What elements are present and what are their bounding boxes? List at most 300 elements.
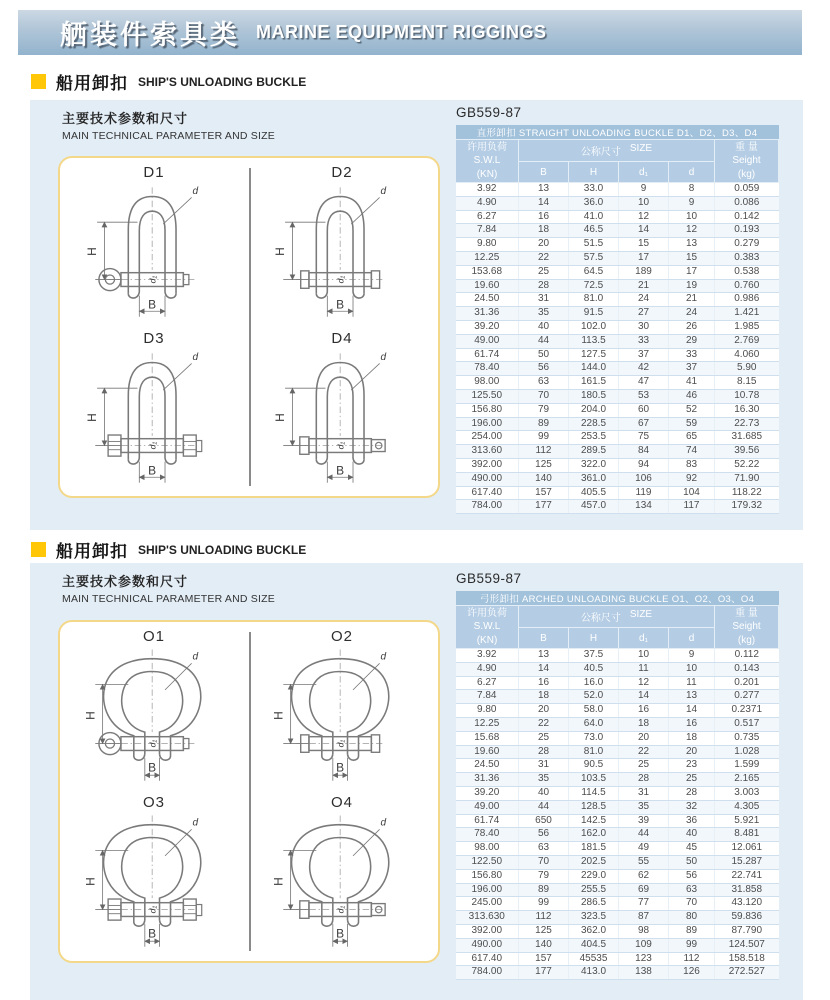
table-cell: 126 — [669, 966, 715, 980]
svg-text:d: d — [380, 817, 387, 829]
diagram-d1 — [64, 164, 244, 327]
table-title: 直形卸扣 STRAIGHT UNLOADING BUCKLE D1、D2、D3、D4 — [456, 125, 779, 140]
col-header-d1: d₁ — [619, 628, 669, 649]
svg-text:d₁: d₁ — [147, 905, 158, 914]
table-row — [456, 883, 779, 897]
table-cell: 89 — [519, 883, 569, 897]
table-cell: 650 — [519, 814, 569, 828]
table-cell: 91.5 — [569, 307, 619, 321]
table-cell: 177 — [519, 500, 569, 514]
table-cell: 1.985 — [715, 320, 779, 334]
table-cell: 392.00 — [456, 924, 519, 938]
table-cell: 52.0 — [569, 690, 619, 704]
table-cell: 61.74 — [456, 348, 519, 362]
table-cell: 7.84 — [456, 224, 519, 238]
diagram-o4 — [252, 794, 432, 957]
svg-text:d₁: d₁ — [335, 441, 346, 450]
table-row — [456, 376, 779, 390]
table-cell: 161.5 — [569, 376, 619, 390]
table-cell: 22 — [619, 745, 669, 759]
table-cell: 51.5 — [569, 238, 619, 252]
table-cell: 40 — [519, 320, 569, 334]
table-cell: 113.5 — [569, 334, 619, 348]
table-cell: 6.27 — [456, 676, 519, 690]
table-cell: 39.20 — [456, 786, 519, 800]
table-cell: 22 — [519, 251, 569, 265]
table-row — [456, 210, 779, 224]
table-cell: 12 — [669, 224, 715, 238]
table-cell: 25 — [519, 265, 569, 279]
diagram-divider — [249, 168, 251, 486]
table-cell: 35 — [619, 800, 669, 814]
table-cell: 19.60 — [456, 279, 519, 293]
param-title-zh: 主要技术参数和尺寸 — [62, 574, 189, 589]
table-row — [456, 966, 779, 980]
table-cell: 25 — [619, 759, 669, 773]
table-cell: 36.0 — [569, 196, 619, 210]
table-row — [456, 417, 779, 431]
table-cell: 78.40 — [456, 828, 519, 842]
table-cell: 229.0 — [569, 869, 619, 883]
table-cell: 70 — [669, 897, 715, 911]
svg-text:d₁: d₁ — [335, 275, 346, 284]
table-cell: 3.92 — [456, 649, 519, 663]
table-body — [456, 649, 779, 980]
section2-diagram-box — [58, 620, 440, 963]
table-cell: 78.40 — [456, 362, 519, 376]
table-cell: 157 — [519, 952, 569, 966]
diagram-d2 — [252, 164, 432, 327]
diagram-o3 — [64, 794, 244, 957]
table-cell: 413.0 — [569, 966, 619, 980]
svg-text:B: B — [336, 297, 345, 312]
table-cell: 1.028 — [715, 745, 779, 759]
diagram-label: D2 — [331, 164, 353, 181]
table-row — [456, 251, 779, 265]
table-cell: 56 — [519, 362, 569, 376]
table-cell: 94 — [619, 458, 669, 472]
table-cell: 19 — [669, 279, 715, 293]
table-cell: 16 — [519, 676, 569, 690]
table-cell: 41.0 — [569, 210, 619, 224]
table-row — [456, 814, 779, 828]
table-cell: 92 — [669, 472, 715, 486]
diagram-o2 — [252, 628, 432, 791]
table-row — [456, 293, 779, 307]
table-cell: 31 — [519, 759, 569, 773]
table-cell: 63 — [669, 883, 715, 897]
table-cell: 20 — [519, 704, 569, 718]
table-cell: 43.120 — [715, 897, 779, 911]
table-cell: 98 — [619, 924, 669, 938]
diagram-d4 — [252, 330, 432, 493]
table-cell: 11 — [669, 676, 715, 690]
table-cell: 62 — [619, 869, 669, 883]
table-cell: 59 — [669, 417, 715, 431]
section1-table-area — [455, 105, 778, 514]
table-cell: 13 — [519, 183, 569, 197]
bow-shackle-diagram — [254, 810, 430, 955]
table-cell: 98.00 — [456, 842, 519, 856]
table-cell: 112 — [519, 911, 569, 925]
table-row — [456, 869, 779, 883]
table-cell: 253.5 — [569, 431, 619, 445]
table-cell: 87.790 — [715, 924, 779, 938]
col-header-H: H — [569, 628, 619, 649]
table-cell: 0.986 — [715, 293, 779, 307]
table-cell: 784.00 — [456, 966, 519, 980]
table-cell: 17 — [619, 251, 669, 265]
table-cell: 9 — [669, 196, 715, 210]
table-cell: 490.00 — [456, 938, 519, 952]
diagram-label: O1 — [142, 628, 165, 645]
table-cell: 24.50 — [456, 293, 519, 307]
table-cell: 49 — [619, 842, 669, 856]
table-cell: 14 — [519, 662, 569, 676]
table-cell: 72.5 — [569, 279, 619, 293]
table-cell: 362.0 — [569, 924, 619, 938]
dee-shackle-diagram — [66, 346, 242, 491]
table-cell: 71.90 — [715, 472, 779, 486]
section2-heading-zh: 船用卸扣 — [56, 541, 128, 561]
table-cell: 21 — [669, 293, 715, 307]
table-row — [456, 445, 779, 459]
standard-number: GB559-87 — [456, 105, 522, 120]
svg-text:H: H — [271, 711, 286, 720]
table-row — [456, 431, 779, 445]
table-cell: 140 — [519, 938, 569, 952]
table-cell: 44 — [619, 828, 669, 842]
table-cell: 15.68 — [456, 731, 519, 745]
table-cell: 361.0 — [569, 472, 619, 486]
table-cell: 99 — [519, 897, 569, 911]
col-header-d1: d₁ — [619, 162, 669, 183]
banner-title-zh: 舾装件索具类 — [60, 20, 240, 50]
table-cell: 49.00 — [456, 334, 519, 348]
table-cell: 15 — [619, 238, 669, 252]
section2-heading-en: SHIP'S UNLOADING BUCKLE — [138, 543, 307, 557]
table-cell: 392.00 — [456, 458, 519, 472]
table-cell: 5.90 — [715, 362, 779, 376]
table-cell: 49.00 — [456, 800, 519, 814]
table-cell: 31.685 — [715, 431, 779, 445]
table-cell: 87 — [619, 911, 669, 925]
table-row — [456, 458, 779, 472]
table-cell: 81.0 — [569, 293, 619, 307]
svg-text:H: H — [271, 877, 286, 886]
table-cell: 127.5 — [569, 348, 619, 362]
page-banner — [18, 10, 802, 55]
table-cell: 24 — [619, 293, 669, 307]
table-cell: 202.5 — [569, 855, 619, 869]
table-cell: 20 — [619, 731, 669, 745]
table-cell: 9 — [619, 183, 669, 197]
table-cell: 156.80 — [456, 869, 519, 883]
table-cell: 16.0 — [569, 676, 619, 690]
table-cell: 45535 — [569, 952, 619, 966]
standard-number: GB559-87 — [456, 571, 522, 586]
col-header-weight: 重 量 Seight (kg) — [715, 606, 779, 649]
svg-text:d: d — [380, 351, 387, 363]
table-cell: 60 — [619, 403, 669, 417]
table-cell: 0.086 — [715, 196, 779, 210]
bow-shackle-diagram — [254, 644, 430, 789]
table-cell: 31 — [519, 293, 569, 307]
table-cell: 31 — [619, 786, 669, 800]
table-cell: 0.201 — [715, 676, 779, 690]
table-cell: 106 — [619, 472, 669, 486]
table-cell: 79 — [519, 403, 569, 417]
table-cell: 1.599 — [715, 759, 779, 773]
table-row — [456, 389, 779, 403]
table-row — [456, 924, 779, 938]
table-row — [456, 759, 779, 773]
table-cell: 29 — [669, 334, 715, 348]
table-cell: 255.5 — [569, 883, 619, 897]
table-cell: 457.0 — [569, 500, 619, 514]
table-row — [456, 952, 779, 966]
table-cell: 12 — [619, 676, 669, 690]
table-cell: 14 — [669, 704, 715, 718]
table-row — [456, 224, 779, 238]
table-cell: 52.22 — [715, 458, 779, 472]
svg-text:d₁: d₁ — [335, 905, 346, 914]
table-cell: 81.0 — [569, 745, 619, 759]
table-cell: 28 — [519, 279, 569, 293]
table-cell: 322.0 — [569, 458, 619, 472]
table-cell: 22.73 — [715, 417, 779, 431]
table-cell: 8 — [669, 183, 715, 197]
table-cell: 35 — [519, 307, 569, 321]
table-cell: 37 — [619, 348, 669, 362]
table-cell: 11 — [619, 662, 669, 676]
bow-shackle-diagram — [66, 644, 242, 789]
table-cell: 156.80 — [456, 403, 519, 417]
table-cell: 42 — [619, 362, 669, 376]
col-header-H: H — [569, 162, 619, 183]
table-cell: 3.003 — [715, 786, 779, 800]
table-cell: 10 — [669, 210, 715, 224]
section1-heading-zh: 船用卸扣 — [56, 73, 128, 93]
table-cell: 10 — [619, 196, 669, 210]
table-cell: 0.2371 — [715, 704, 779, 718]
svg-text:H: H — [83, 877, 98, 886]
table-cell: 18 — [619, 717, 669, 731]
table-cell: 31.36 — [456, 773, 519, 787]
dee-shackle-diagram — [254, 180, 430, 325]
table-cell: 617.40 — [456, 952, 519, 966]
table-cell: 2.165 — [715, 773, 779, 787]
table-cell: 140 — [519, 472, 569, 486]
table-row — [456, 911, 779, 925]
yellow-square-bullet — [31, 542, 46, 557]
table-row — [456, 279, 779, 293]
table-cell: 33 — [669, 348, 715, 362]
arched-buckle-table — [455, 591, 779, 980]
table-cell: 123 — [619, 952, 669, 966]
table-cell: 125.50 — [456, 389, 519, 403]
col-header-weight: 重 量 Seight (kg) — [715, 140, 779, 183]
svg-text:B: B — [148, 760, 157, 775]
table-cell: 112 — [669, 952, 715, 966]
table-cell: 16 — [519, 210, 569, 224]
svg-text:H: H — [85, 247, 100, 256]
table-cell: 75 — [619, 431, 669, 445]
table-row — [456, 307, 779, 321]
table-cell: 63 — [519, 376, 569, 390]
table-cell: 0.735 — [715, 731, 779, 745]
table-cell: 122.50 — [456, 855, 519, 869]
table-cell: 196.00 — [456, 417, 519, 431]
table-cell: 109 — [619, 938, 669, 952]
table-cell: 39.56 — [715, 445, 779, 459]
table-cell: 50 — [669, 855, 715, 869]
svg-text:B: B — [148, 463, 157, 478]
table-cell: 21 — [619, 279, 669, 293]
table-cell: 33.0 — [569, 183, 619, 197]
table-row — [456, 500, 779, 514]
svg-text:H: H — [85, 413, 100, 422]
table-cell: 181.5 — [569, 842, 619, 856]
table-cell: 180.5 — [569, 389, 619, 403]
col-header-swl: 许用负荷 S.W.L (KN) — [456, 606, 519, 649]
table-row — [456, 690, 779, 704]
section2-table-area — [455, 571, 778, 980]
table-cell: 124.507 — [715, 938, 779, 952]
table-cell: 67 — [619, 417, 669, 431]
svg-text:d₁: d₁ — [147, 739, 158, 748]
table-cell: 22 — [519, 717, 569, 731]
table-cell: 64.0 — [569, 717, 619, 731]
svg-text:d: d — [192, 185, 199, 197]
svg-text:H: H — [273, 413, 288, 422]
table-cell: 37.5 — [569, 649, 619, 663]
table-cell: 490.00 — [456, 472, 519, 486]
table-cell: 50 — [519, 348, 569, 362]
table-cell: 1.421 — [715, 307, 779, 321]
table-cell: 24.50 — [456, 759, 519, 773]
section2-panel — [30, 563, 803, 1000]
table-cell: 157 — [519, 486, 569, 500]
table-cell: 6.27 — [456, 210, 519, 224]
table-cell: 9.80 — [456, 238, 519, 252]
dee-shackle-diagram — [254, 346, 430, 491]
yellow-square-bullet — [31, 74, 46, 89]
table-cell: 14 — [619, 224, 669, 238]
table-row — [456, 183, 779, 197]
param-title-en: MAIN TECHNICAL PARAMETER AND SIZE — [62, 593, 275, 605]
table-row — [456, 731, 779, 745]
diagram-label: D1 — [143, 164, 165, 181]
section1-diagram-box — [58, 156, 440, 498]
table-cell: 254.00 — [456, 431, 519, 445]
svg-text:d: d — [192, 817, 199, 829]
table-cell: 15 — [669, 251, 715, 265]
table-cell: 33 — [619, 334, 669, 348]
table-cell: 13 — [669, 690, 715, 704]
svg-text:B: B — [336, 760, 345, 775]
table-cell: 40 — [669, 828, 715, 842]
table-cell: 79 — [519, 869, 569, 883]
table-cell: 31.36 — [456, 307, 519, 321]
table-cell: 23 — [669, 759, 715, 773]
table-cell: 45 — [669, 842, 715, 856]
table-cell: 286.5 — [569, 897, 619, 911]
table-cell: 80 — [669, 911, 715, 925]
table-row — [456, 717, 779, 731]
table-cell: 128.5 — [569, 800, 619, 814]
table-cell: 18 — [519, 224, 569, 238]
table-cell: 112 — [519, 445, 569, 459]
table-cell: 15.287 — [715, 855, 779, 869]
section1-panel — [30, 100, 803, 530]
diagram-o1 — [64, 628, 244, 791]
table-row — [456, 265, 779, 279]
table-cell: 14 — [619, 690, 669, 704]
table-cell: 31.858 — [715, 883, 779, 897]
col-header-B: B — [519, 628, 569, 649]
table-row — [456, 704, 779, 718]
section2-heading — [31, 539, 306, 559]
table-cell: 9.80 — [456, 704, 519, 718]
table-cell: 30 — [619, 320, 669, 334]
svg-text:H: H — [83, 711, 98, 720]
table-cell: 10.78 — [715, 389, 779, 403]
table-cell: 20 — [519, 238, 569, 252]
table-cell: 26 — [669, 320, 715, 334]
table-row — [456, 786, 779, 800]
table-cell: 46 — [669, 389, 715, 403]
table-cell: 39.20 — [456, 320, 519, 334]
table-cell: 144.0 — [569, 362, 619, 376]
table-cell: 162.0 — [569, 828, 619, 842]
table-cell: 28 — [619, 773, 669, 787]
col-header-swl: 许用负荷 S.W.L (KN) — [456, 140, 519, 183]
table-cell: 37 — [669, 362, 715, 376]
table-cell: 4.305 — [715, 800, 779, 814]
table-cell: 55 — [619, 855, 669, 869]
table-cell: 117 — [669, 500, 715, 514]
table-cell: 4.060 — [715, 348, 779, 362]
table-cell: 0.517 — [715, 717, 779, 731]
table-cell: 0.383 — [715, 251, 779, 265]
table-cell: 89 — [669, 924, 715, 938]
table-cell: 12.061 — [715, 842, 779, 856]
col-header-size: 公称尺寸 SIZE — [519, 606, 715, 628]
table-cell: 13 — [669, 238, 715, 252]
table-cell: 0.112 — [715, 649, 779, 663]
table-cell: 27 — [619, 307, 669, 321]
table-row — [456, 238, 779, 252]
table-row — [456, 897, 779, 911]
table-cell: 98.00 — [456, 376, 519, 390]
dee-shackle-diagram — [66, 180, 242, 325]
table-cell: 9 — [669, 649, 715, 663]
table-cell: 103.5 — [569, 773, 619, 787]
col-header-d: d — [669, 628, 715, 649]
diagram-label: D3 — [143, 330, 165, 347]
table-cell: 73.0 — [569, 731, 619, 745]
diagram-label: O4 — [330, 794, 353, 811]
table-cell: 58.0 — [569, 704, 619, 718]
section1-heading — [31, 71, 306, 91]
table-row — [456, 938, 779, 952]
table-row — [456, 745, 779, 759]
section1-heading-en: SHIP'S UNLOADING BUCKLE — [138, 75, 307, 89]
diagram-label: O3 — [142, 794, 165, 811]
table-cell: 204.0 — [569, 403, 619, 417]
table-cell: 39 — [619, 814, 669, 828]
